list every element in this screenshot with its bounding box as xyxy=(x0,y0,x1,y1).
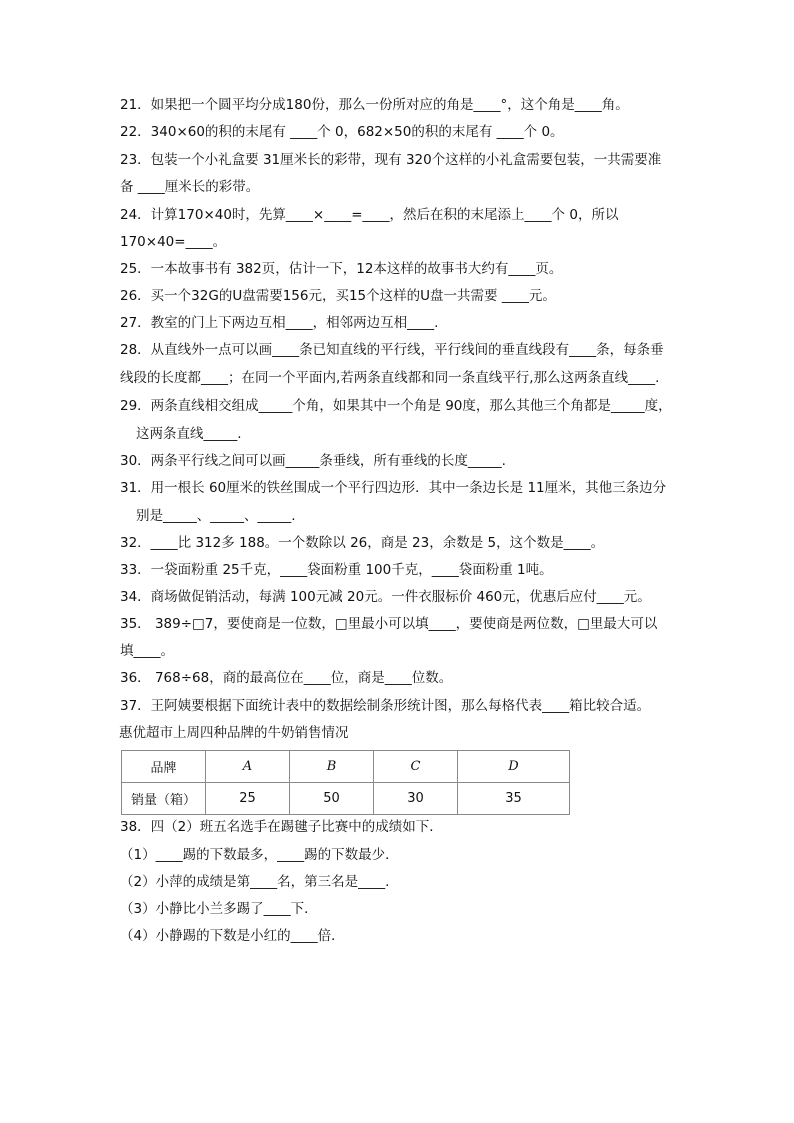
question-21: 21．如果把一个圆平均分成180份，那么一份所对应的角是____°，这个角是____角。 xyxy=(120,97,629,113)
table-cell: D xyxy=(458,751,570,783)
question-32: 32．____比 312多 188。一个数除以 26，商是 23，余数是 5，这个数是____。 xyxy=(120,535,605,551)
question-38-part3: （3）小静比小兰多踢了____下． xyxy=(120,901,318,917)
table-cell: 销量（箱） xyxy=(122,783,206,815)
table-cell: 50 xyxy=(290,783,374,815)
question-30: 30．两条平行线之间可以画_____条垂线，所有垂线的长度_____. xyxy=(120,453,506,469)
question-25: 25．一本故事书有 382页，估计一下，12本这样的故事书大约有____页。 xyxy=(120,261,563,277)
question-38-part1: （1）____踢的下数最多，____踢的下数最少． xyxy=(120,847,399,863)
table-cell: 35 xyxy=(458,783,570,815)
question-38-part4: （4）小静踢的下数是小红的____倍． xyxy=(120,928,345,944)
question-31-line1: 31．用一根长 60厘米的铁丝围成一个平行四边形．其中一条边长是 11厘米，其他三条边分 xyxy=(120,480,667,496)
question-29-line1: 29．两条直线相交组成_____个角，如果其中一个角是 90度，那么其他三个角都是_____度， xyxy=(120,398,672,414)
table-cell: 30 xyxy=(374,783,458,815)
question-26: 26．买一个32G的U盘需要156元，买15个这样的U盘一共需要 ____元。 xyxy=(120,288,556,304)
table-header-row xyxy=(122,751,570,783)
table-cell: C xyxy=(374,751,458,783)
question-29-line2: 这两条直线_____. xyxy=(136,426,242,442)
question-24-line1: 24．计算170×40时，先算____×____=____，然后在积的末尾添上____个 0，所以 xyxy=(120,207,619,223)
question-35-line1: 35． 389÷□7，要使商是一位数，□里最小可以填____，要使商是两位数，□里最大可以 xyxy=(120,616,658,632)
table-cell: 25 xyxy=(206,783,290,815)
question-34: 34．商场做促销活动，每满 100元减 20元。一件衣服标价 460元，优惠后应付____元。 xyxy=(120,589,651,605)
question-23-line1: 23．包装一个小礼盒要 31厘米长的彩带，现有 320个这样的小礼盒需要包装，一共需要准 xyxy=(120,152,662,168)
question-33: 33．一袋面粉重 25千克，____袋面粉重 100千克，____袋面粉重 1吨。 xyxy=(120,562,553,578)
question-38-part2: （2）小萍的成绩是第____名，第三名是____. xyxy=(120,874,390,890)
question-28-line1: 28．从直线外一点可以画____条已知直线的平行线，平行线间的垂直线段有____条，每条垂 xyxy=(120,342,664,358)
question-23-line2: 备 ____厘米长的彩带。 xyxy=(120,179,260,195)
question-31-line2: 别是_____、_____、_____. xyxy=(136,508,296,524)
table-cell: 品牌 xyxy=(122,751,206,783)
question-37: 37．王阿姨要根据下面统计表中的数据绘制条形统计图，那么每格代表____箱比较合适。 xyxy=(120,698,651,714)
question-38: 38．四（2）班五名选手在踢毽子比赛中的成绩如下． xyxy=(120,819,443,835)
question-36: 36． 768÷68，商的最高位在____位，商是____位数。 xyxy=(120,670,453,686)
question-27: 27．教室的门上下两边互相____，相邻两边互相____. xyxy=(120,315,439,331)
table-caption: 惠优超市上周四种品牌的牛奶销售情况 xyxy=(119,725,349,741)
question-28-line2: 线段的长度都____；在同一个平面内,若两条直线都和同一条直线平行,那么这两条直线____. xyxy=(120,370,660,386)
sales-table xyxy=(121,750,570,815)
table-cell: B xyxy=(290,751,374,783)
question-24-line2: 170×40=____。 xyxy=(120,234,227,250)
question-22: 22．340×60的积的末尾有 ____个 0，682×50的积的末尾有 ____个 0。 xyxy=(120,124,564,140)
table-cell: A xyxy=(206,751,290,783)
question-35-line2: 填____。 xyxy=(120,643,174,659)
table-row xyxy=(122,783,570,815)
